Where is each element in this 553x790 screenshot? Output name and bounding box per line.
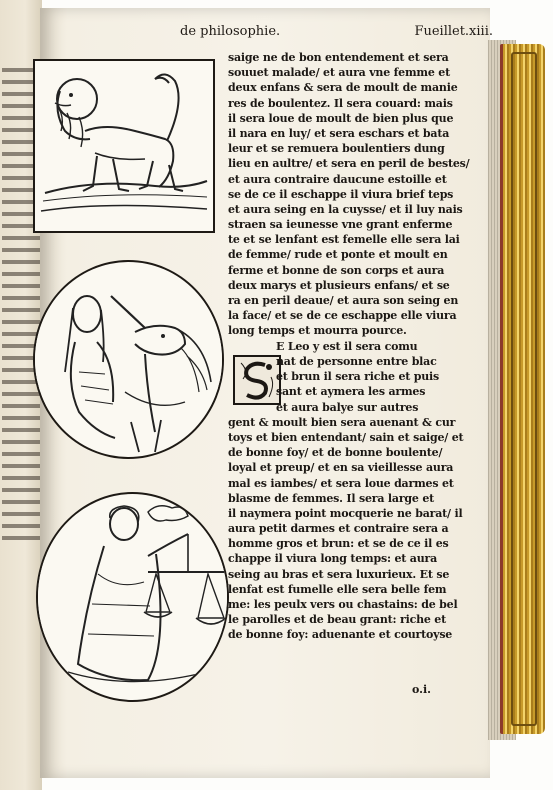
- text-line: aura petit darmes et contraire sera a: [228, 522, 449, 536]
- text-line: saige ne de bon entendement et sera: [228, 51, 449, 64]
- woodcut-lion-image: [33, 59, 215, 233]
- text-line: chappe il viura long temps: et aura: [228, 552, 438, 566]
- text-line: de bonne foy: aduenante et courtoyse: [228, 628, 453, 642]
- text-line: res de boulentez. Il sera couard: mais: [228, 96, 453, 110]
- text-line: lenfat est fumelle elle sera belle fem: [228, 582, 447, 596]
- gilt-binding-edge: [500, 44, 545, 734]
- text-line: leur et se remuera boulentiers dung: [228, 142, 445, 156]
- text-line: ra en peril deaue/ et aura son seing en: [228, 294, 459, 307]
- text-line: te et se lenfant est femelle elle sera lai: [228, 233, 460, 247]
- running-title: de philosophie.: [180, 24, 281, 39]
- text-line: il nara en luy/ et sera eschars et bata: [228, 126, 450, 140]
- text-line: de bonne foy/ et de bonne boulente/: [228, 446, 443, 460]
- body-text-top: [228, 50, 472, 339]
- text-line: il sera loue de moult de bien plus que: [228, 111, 454, 125]
- scales-illustration: [38, 494, 227, 700]
- text-line: loyal et preup/ et en sa vieillesse aura: [228, 461, 454, 475]
- text-line: deux enfans & sera de moult de manie: [228, 81, 458, 95]
- text-line: nat de personne entre blac: [276, 354, 437, 368]
- text-line: sant et aymera les armes: [276, 385, 426, 399]
- text-line: lieu en aultre/ et sera en peril de bestes/: [228, 157, 470, 171]
- text-line: long temps et mourra pource.: [228, 324, 407, 338]
- folio-number: Fueillet.xiii.: [414, 24, 493, 39]
- woodcut-scales-image: [36, 492, 229, 702]
- maiden-unicorn-illustration: [35, 262, 222, 457]
- text-line: me: les peulx vers ou chastains: de bel: [228, 598, 458, 612]
- text-line: et brun il sera riche et puis: [276, 370, 440, 384]
- text-line: mal es iambes/ et sera loue darmes et: [228, 476, 454, 490]
- text-line: la face/ et se de ce eschappe elle viura: [228, 309, 457, 323]
- woodcut-maiden-unicorn-image: [33, 260, 224, 459]
- text-line: il naymera point mocquerie ne barat/ il: [228, 506, 463, 520]
- lion-illustration: [35, 61, 213, 231]
- text-line: homme gros et brun: et se de ce il es: [228, 537, 449, 551]
- text-line: le parolles et de beau grant: riche et: [228, 613, 446, 627]
- body-text-initial: [228, 339, 472, 415]
- text-line: se de ce il eschappe il viura brief teps: [228, 187, 454, 201]
- text-line: et aura contraire daucune estoille et: [228, 172, 447, 186]
- text-line: gent & moult bien sera auenant & cur: [228, 415, 456, 429]
- text-line: toys et bien entendant/ sain et saige/ et: [228, 430, 464, 444]
- text-line: de femme/ rude et ponte et moult en: [228, 248, 448, 262]
- text-line: ferme et bonne de son corps et aura: [228, 263, 445, 277]
- text-line: E Leo y est il sera comu: [276, 339, 418, 353]
- text-line: blasme de femmes. Il sera large et: [228, 491, 435, 505]
- text-line: straen sa ieunesse vne grant enferme: [228, 218, 453, 232]
- body-text-bottom: [228, 415, 472, 643]
- text-line: deux marys et plusieurs enfans/ et se: [228, 278, 450, 292]
- text-line: seing au bras et sera luxurieux. Et se: [228, 567, 450, 581]
- text-line: et aura balye sur autres: [276, 400, 419, 414]
- text-line: et aura seing en la cuysse/ et il luy nais: [228, 202, 463, 216]
- signature-mark: o.i.: [412, 683, 431, 696]
- page-header: [180, 24, 493, 44]
- text-line: souuet malade/ et aura vne femme et: [228, 66, 450, 80]
